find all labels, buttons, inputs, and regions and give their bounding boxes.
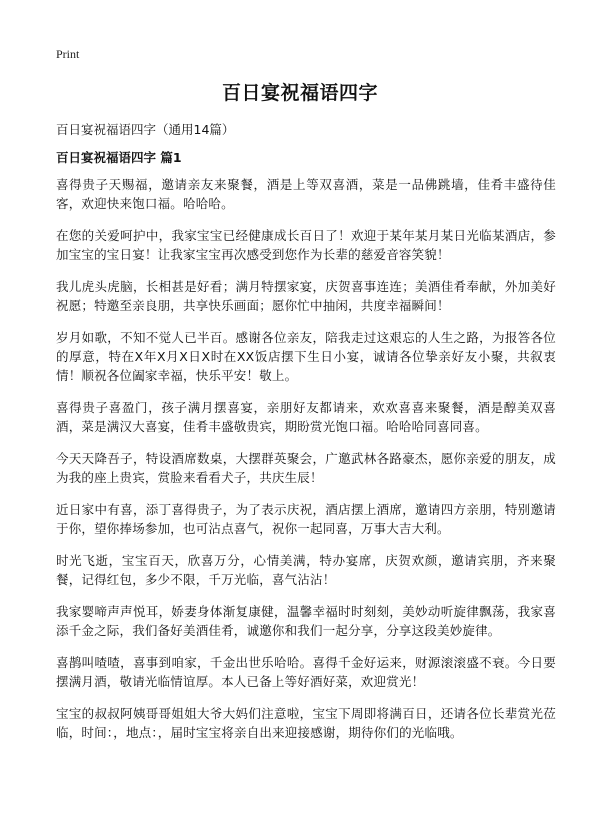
section-heading: 百日宴祝福语四字 篇1 [56, 150, 182, 165]
paragraph: 岁月如歌，不知不觉人已半百。感谢各位亲友，陪我走过这艰忘的人生之路，为报答各位的厚意，特在X年X月X日X时在XX饭店摆下生日小宴，诚请各位挚亲好友小聚，共叙衷情！顺祝各位阖家幸福，快乐平安！敬上。 [56, 330, 556, 383]
article-body [56, 121, 556, 755]
article-subtitle: 百日宴祝福语四字（通用14篇） [56, 122, 235, 137]
paragraph: 我家婴啼声声悦耳，娇妻身体渐复康健，温馨幸福时时刻刻，美妙动听旋律飘荡，我家喜添千金之际，我们备好美酒佳肴，诚邀你和我们一起分享，分享这段美妙旋律。 [56, 604, 556, 638]
paragraph: 喜得贵子喜盈门，孩子满月摆喜宴，亲朋好友都请来，欢欢喜喜来聚餐，酒是醇美双喜酒，菜是满汉大喜宴，佳肴丰盛敬贵宾，期盼赏光饱口福。哈哈哈同喜同喜。 [56, 400, 556, 434]
paragraph: 在您的关爱呵护中，我家宝宝已经健康成长百日了！欢迎于某年某月某日光临某酒店，参加宝宝的宝日宴！让我家宝宝再次感受到您作为长辈的慈爱音容笑貌！ [56, 228, 556, 262]
paragraph: 近日家中有喜，添丁喜得贵子，为了表示庆祝，酒店摆上酒席，邀请四方亲朋，特别邀请于你，望你捧场参加，也可沾点喜气，祝你一起同喜，万事大吉大利。 [56, 502, 556, 536]
paragraph: 我儿虎头虎脑，长相甚是好看；满月特摆家宴，庆贺喜事连连；美酒佳肴奉献，外加美好祝愿；特邀至亲良朋，共享快乐画面；愿你忙中抽闲，共度幸福瞬间！ [56, 279, 556, 313]
paragraph: 喜鹊叫喳喳，喜事到咱家，千金出世乐哈哈。喜得千金好运来，财源滚滚盛不衰。今日要摆满月酒，敬请光临情谊厚。本人已备上等好酒好菜，欢迎赏光！ [56, 655, 556, 689]
page-title: 百日宴祝福语四字 [221, 82, 378, 104]
paragraph: 今天天降吾子，特设酒席数桌，大摆群英聚会，广邀武林各路豪杰，愿你亲爱的朋友，成为我的座上贵宾，赏脸来看看犬子，共庆生辰！ [56, 451, 556, 485]
paragraph: 宝宝的叔叔阿姨哥哥姐姐大爷大妈们注意啦，宝宝下周即将满百日，还请各位长辈赏光莅临，时间：，地点：，届时宝宝将亲自出来迎接感谢，期待你们的光临哦。 [56, 706, 556, 740]
paragraph: 喜得贵子天赐福，邀请亲友来聚餐，酒是上等双喜酒，菜是一品佛跳墙，佳肴丰盛待佳客，欢迎快来饱口福。哈哈哈。 [56, 177, 556, 211]
paragraph: 时光飞逝，宝宝百天，欣喜万分，心情美满，特办宴席，庆贺欢颜，邀请宾朋，齐来聚餐，记得红包，多少不限，千万光临，喜气沾沾！ [56, 553, 556, 587]
print-link[interactable]: Print [56, 47, 80, 61]
